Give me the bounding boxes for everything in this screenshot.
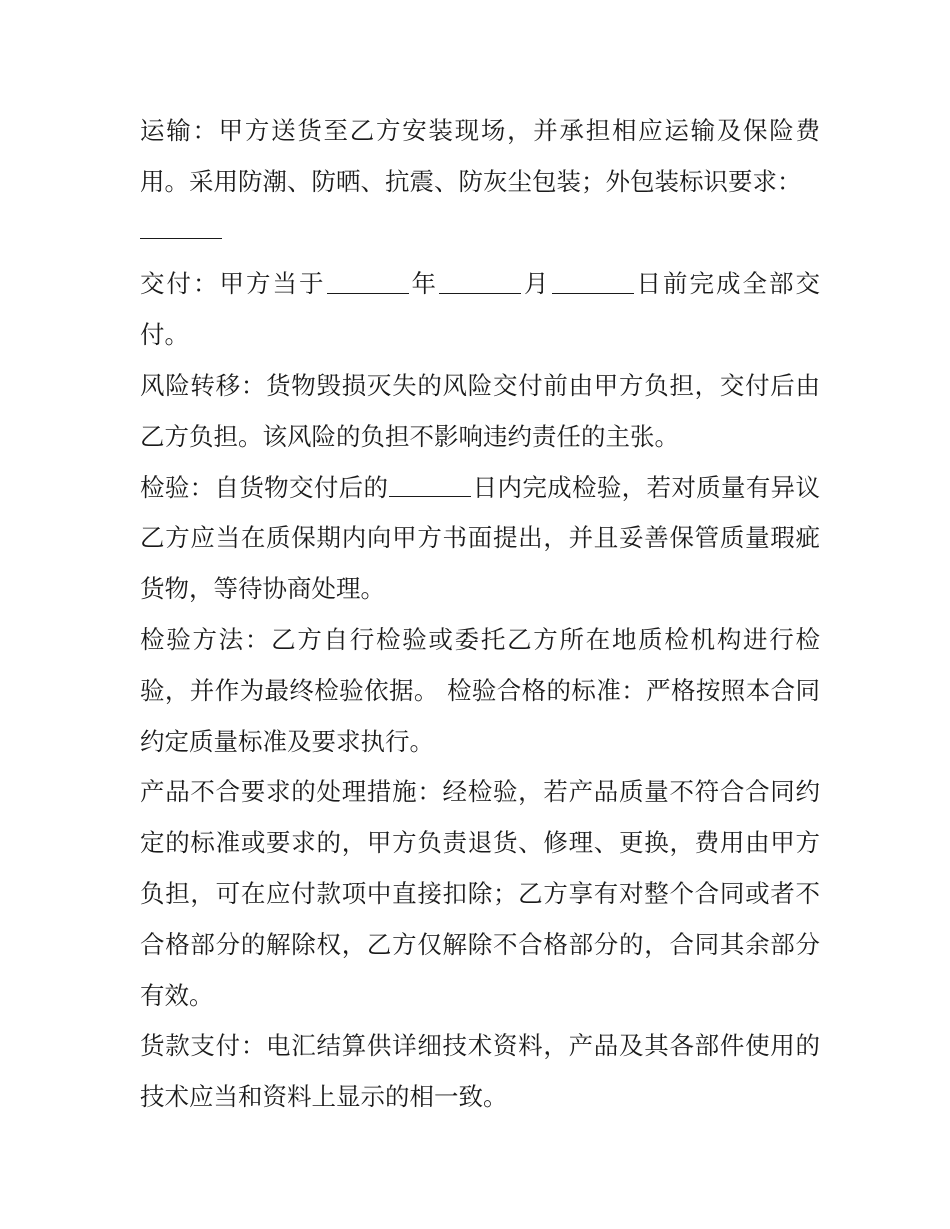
delivery-suffix: 日前完成全部交付。 xyxy=(140,269,820,350)
delivery-year-blank xyxy=(327,268,409,294)
inspection-prefix: 检验：自货物交付后的 xyxy=(140,472,389,502)
contract-body xyxy=(140,106,820,1123)
nonconformity-text: 产品不合要求的处理措施：经检验，若产品质量不符合合同约定的标准或要求的，甲方负责退货、修理、更换，费用由甲方负担，可在应付款项中直接扣除；乙方享有对整个合同或者不合格部分的解除权，乙方仅解除不合格部分的，合同其余部分有效。 xyxy=(140,777,820,1010)
inspection-suffix: 日内完成检验，若对质量有异议乙方应当在质保期内向甲方书面提出，并且妥善保管质量瑕疵货物，等待协商处理。 xyxy=(140,472,821,604)
payment-clause xyxy=(140,1021,820,1123)
risk-transfer-text: 风险转移：货物毁损灭失的风险交付前由甲方负担，交付后由乙方负担。该风险的负担不影响违约责任的主张。 xyxy=(140,370,820,451)
delivery-clause xyxy=(140,259,820,361)
delivery-month-blank xyxy=(439,268,521,294)
transport-clause xyxy=(140,106,820,208)
nonconformity-clause xyxy=(140,767,820,1021)
delivery-month-label: 月 xyxy=(522,269,551,299)
inspection-method-clause xyxy=(140,615,820,767)
inspection-method-text: 检验方法：乙方自行检验或委托乙方所在地质检机构进行检验，并作为最终检验依据。 检验合格的标准：严格按照本合同约定质量标准及要求执行。 xyxy=(140,624,820,756)
payment-text: 货款支付：电汇结算供详细技术资料，产品及其各部件使用的技术应当和资料上显示的相一致。 xyxy=(140,1031,820,1112)
risk-transfer-clause xyxy=(140,361,820,463)
delivery-day-blank xyxy=(552,268,634,294)
packaging-label-blank xyxy=(140,208,222,239)
inspection-days-blank xyxy=(389,471,471,497)
inspection-clause xyxy=(140,463,820,615)
delivery-prefix: 交付：甲方当于 xyxy=(140,269,326,299)
transport-clause-text: 运输：甲方送货至乙方安装现场，并承担相应运输及保险费用。采用防潮、防晒、抗震、防灰尘包装；外包装标识要求： xyxy=(140,116,820,196)
delivery-year-label: 年 xyxy=(409,269,438,299)
